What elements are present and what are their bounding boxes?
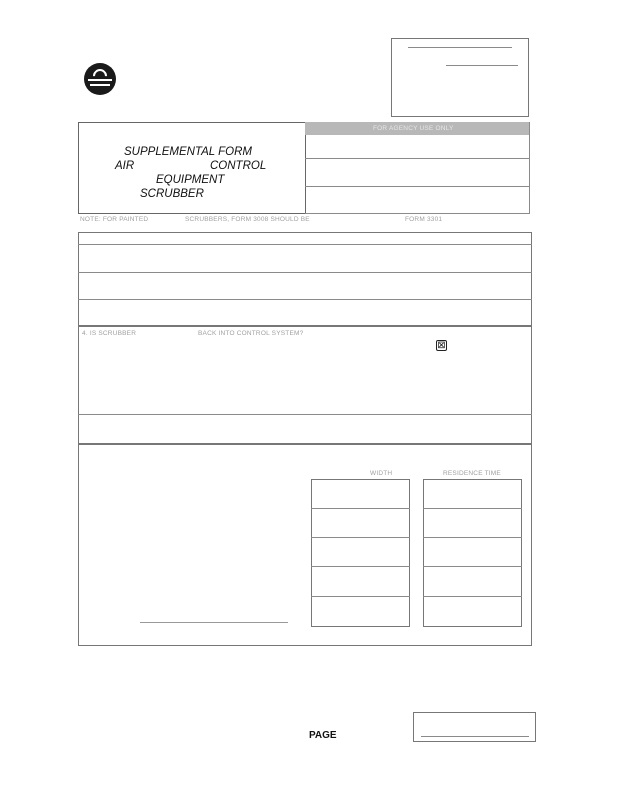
agency-use-right-edge: [529, 122, 530, 214]
table-col1-line-2: [311, 537, 410, 538]
table-col1-line-3: [311, 566, 410, 567]
section-1-row-line-1: [78, 244, 532, 245]
section-1-box: [78, 232, 532, 326]
form-title-scrubber: SCRUBBER: [140, 188, 204, 200]
table-col2-line-3: [423, 566, 522, 567]
scrubber-question-label: 4. IS SCRUBBER: [82, 330, 137, 337]
section-2-box: [78, 326, 532, 444]
form-id-line-1: [408, 47, 512, 48]
note-text-right: FORM 3301: [405, 216, 443, 223]
agency-use-line-1: [305, 158, 530, 159]
form-title-equipment: EQUIPMENT: [156, 174, 225, 186]
page-number-box: [413, 712, 536, 742]
form-id-box: [391, 38, 529, 117]
agency-seal-icon: [84, 63, 116, 95]
section-1-row-line-3: [78, 299, 532, 300]
section-1-row-line-2: [78, 272, 532, 273]
note-text-middle: SCRUBBERS, FORM 3008 SHOULD BE: [185, 216, 310, 223]
agency-use-header-text: FOR AGENCY USE ONLY: [373, 125, 454, 132]
agency-use-line-2: [305, 186, 530, 187]
form-title-line1: SUPPLEMENTAL FORM: [124, 146, 253, 158]
table-col2-line-1: [423, 508, 522, 509]
table-col2-header: RESIDENCE TIME: [443, 470, 501, 477]
control-system-question-label: BACK INTO CONTROL SYSTEM?: [198, 330, 304, 337]
page-number-line: [421, 736, 529, 737]
table-col1-line-4: [311, 596, 410, 597]
table-col2-grid: [423, 479, 522, 627]
signature-line: [140, 622, 288, 623]
form-title-control: CONTROL: [210, 160, 267, 172]
table-col1-line-1: [311, 508, 410, 509]
form-title-air: AIR: [115, 160, 135, 172]
note-text-left: NOTE: FOR PAINTED: [80, 216, 149, 223]
agency-use-line-3: [305, 213, 530, 214]
page-label: PAGE: [309, 730, 337, 741]
table-col1-grid: [311, 479, 410, 627]
table-col2-line-4: [423, 596, 522, 597]
scrubber-checkbox[interactable]: ⊠: [437, 340, 446, 351]
table-col2-line-2: [423, 537, 522, 538]
table-col1-header: WIDTH: [370, 470, 393, 477]
form-id-line-2: [446, 65, 518, 66]
section-2-row-line-1: [78, 414, 532, 415]
title-box: [78, 122, 306, 214]
